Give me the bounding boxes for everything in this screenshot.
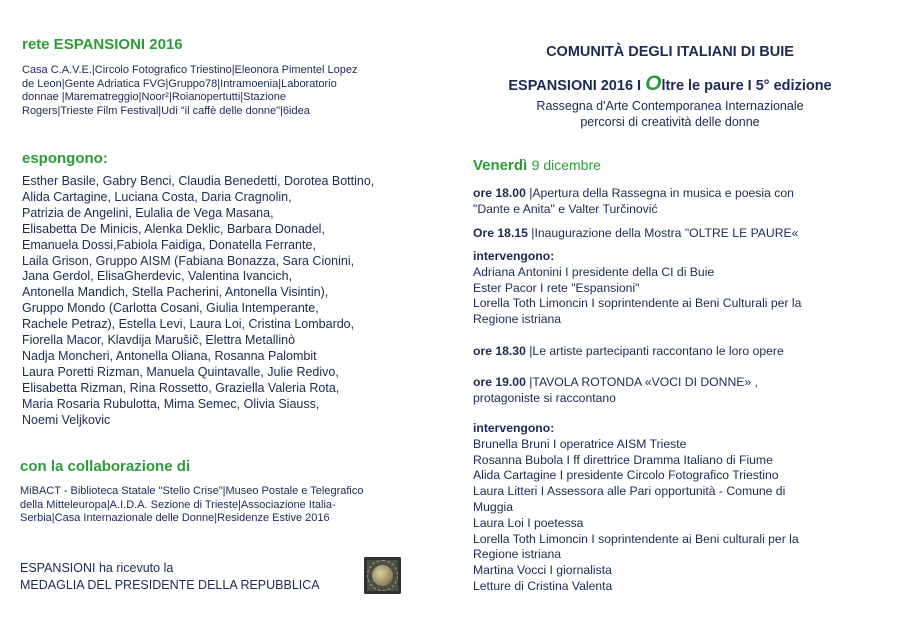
event-text: "Dante e Anita" e Valter Turčinović <box>473 201 658 216</box>
speaker-line: Letture di Cristina Valenta <box>473 578 613 593</box>
artist-line: Fiorella Macor, Klavdija Marušič, Elettra Metallinò <box>22 333 296 348</box>
speaker-line: Alida Cartagine I presidente Circolo Fotografico Triestino <box>473 468 779 483</box>
speakers-title: intervengono: <box>473 421 555 435</box>
espongono-title: espongono: <box>22 150 108 167</box>
artist-line: Alida Cartagine, Luciana Costa, Daria Cragnolin, <box>22 189 292 204</box>
artists-list <box>22 174 442 429</box>
artist-line: Antonella Mandich, Stella Pacherini, Antonella Visintin), <box>22 285 329 300</box>
medal-line-2: MEDAGLIA DEL PRESIDENTE DELLA REPUBBLICA <box>20 578 320 592</box>
artist-line: Nadja Moncheri, Antonella Oliana, Rosanna Palombit <box>22 348 317 363</box>
speaker-line: Laura Loi I poetessa <box>473 515 584 530</box>
artist-line: Gruppo Mondo (Carlotta Cosani, Giulia Intemperante, <box>22 301 319 316</box>
edition-o: O <box>645 72 662 95</box>
collab-title: con la collaborazione di <box>20 458 191 475</box>
event-text: |Le artiste partecipanti raccontano le loro opere <box>525 344 784 358</box>
subtitle <box>460 99 880 130</box>
rete-members <box>22 64 432 118</box>
rete-line: donnae |Marematreggio|Noor²|Roianopertutti|Stazione <box>22 91 286 103</box>
rete-title: rete ESPANSIONI 2016 <box>22 36 183 53</box>
org-title: COMUNITÀ DEGLI ITALIANI DI BUIE <box>546 44 794 60</box>
artist-line: Elisabetta Rizman, Rina Rossetto, Graziella Valeria Rota, <box>22 380 340 395</box>
speaker-line: Brunella Bruni I operatrice AISM Trieste <box>473 436 687 451</box>
subtitle-line-2: percorsi di creatività delle donne <box>580 114 760 129</box>
speaker-line: Lorella Toth Limoncin I soprintendente ai Beni culturali per la <box>473 531 799 546</box>
speaker-line: Regione istriana <box>473 547 562 562</box>
medal-note <box>20 560 320 594</box>
day-label: Venerdì <box>473 157 528 174</box>
artist-line: Emanuela Dossi,Fabiola Faidiga, Donatella Ferrante, <box>22 237 316 252</box>
artist-line: Laura Poretti Rizman, Manuela Quintavalle, Julie Redivo, <box>22 364 339 379</box>
event-text: |Apertura della Rassegna in musica e poesia con <box>525 186 794 200</box>
artist-line: Jana Gerdol, ElisaGherdevic, Valentina Ivancich, <box>22 269 293 284</box>
artist-line: Patrizia de Angelini, Eulalia de Vega Masana, <box>22 205 274 220</box>
speaker-line: Regione istriana <box>473 312 562 327</box>
speaker-line: Adriana Antonini I presidente della CI di Buie <box>473 264 715 279</box>
event-2 <box>473 226 883 242</box>
subtitle-line-1: Rassegna d'Arte Contemporanea Internazionale <box>536 99 804 113</box>
date-label: 9 dicembre <box>531 157 601 173</box>
rete-line: Casa C.A.V.E.|Circolo Fotografico Triestino|Eleonora Pimentel Lopez <box>22 64 358 76</box>
event-time: ore 18.00 <box>473 186 526 200</box>
event-time: ore 19.00 <box>473 375 526 389</box>
artist-line: Elisabetta De Minicis, Alenka Deklic, Barbara Donadel, <box>22 221 325 236</box>
speaker-line: Muggia <box>473 499 513 514</box>
event-text: |TAVOLA ROTONDA «VOCI DI DONNE» , <box>525 375 758 389</box>
event-1 <box>473 186 883 218</box>
event-day <box>473 157 601 175</box>
artist-line: Laila Grison, Gruppo AISM (Fabiana Bonazza, Sara Cionini, <box>22 253 355 268</box>
speaker-line: Rosanna Bubola I ff direttrice Dramma Italiano di Fiume <box>473 452 773 467</box>
collab-line: Serbia|Casa Internazionale delle Donne|Residenze Estive 2016 <box>20 512 330 524</box>
artist-line: Rachele Petraz), Estella Levi, Laura Loi, Cristina Lombardo, <box>22 317 355 332</box>
event-text: |Inaugurazione della Mostra "OLTRE LE PAURE« <box>527 226 799 240</box>
event-time: Ore 18.15 <box>473 226 528 240</box>
event-time: ore 18.30 <box>473 344 526 358</box>
speaker-line: Lorella Toth Limoncin I soprintendente ai Beni Culturali per la <box>473 296 802 311</box>
artist-line: Esther Basile, Gabry Benci, Claudia Benedetti, Dorotea Bottino, <box>22 174 375 188</box>
medal-line-1: ESPANSIONI ha ricevuto la <box>20 561 174 575</box>
edition-suffix: ltre le paure I 5° edizione <box>661 78 832 94</box>
event-3 <box>473 344 883 360</box>
rete-line: de Leon|Gente Adriatica FVG|Gruppo78|Intramoenia|Laboratorio <box>22 77 337 90</box>
speakers-title: intervengono: <box>473 249 555 263</box>
artist-line: Noemi Veljkovic <box>22 412 111 427</box>
collab-list <box>20 485 440 526</box>
collab-line: della Mitteleuropa|A.I.D.A. Sezione di Trieste|Associazione Italia- <box>20 498 336 511</box>
edition-title <box>460 72 880 98</box>
medal-icon <box>364 557 401 594</box>
speaker-line: Martina Vocci I giornalista <box>473 563 612 578</box>
speaker-line: Laura Litteri I Assessora alle Pari opportunità - Comune di <box>473 484 786 499</box>
speaker-line: Ester Pacor I rete "Espansioni" <box>473 280 640 295</box>
speakers-1 <box>473 249 883 328</box>
artist-line: Maria Rosaria Rubulotta, Mima Semec, Olivia Siauss, <box>22 396 320 411</box>
rete-line: Rogers|Trieste Film Festival|Udi "il caffè delle donne"|6idea <box>22 104 310 117</box>
event-4 <box>473 375 883 407</box>
edition-prefix: ESPANSIONI 2016 I <box>508 78 646 94</box>
speakers-2 <box>473 421 883 595</box>
event-text: protagoniste si raccontano <box>473 390 616 405</box>
collab-line: MiBACT - Biblioteca Statale "Stelio Crise"|Museo Postale e Telegrafico <box>20 485 364 497</box>
